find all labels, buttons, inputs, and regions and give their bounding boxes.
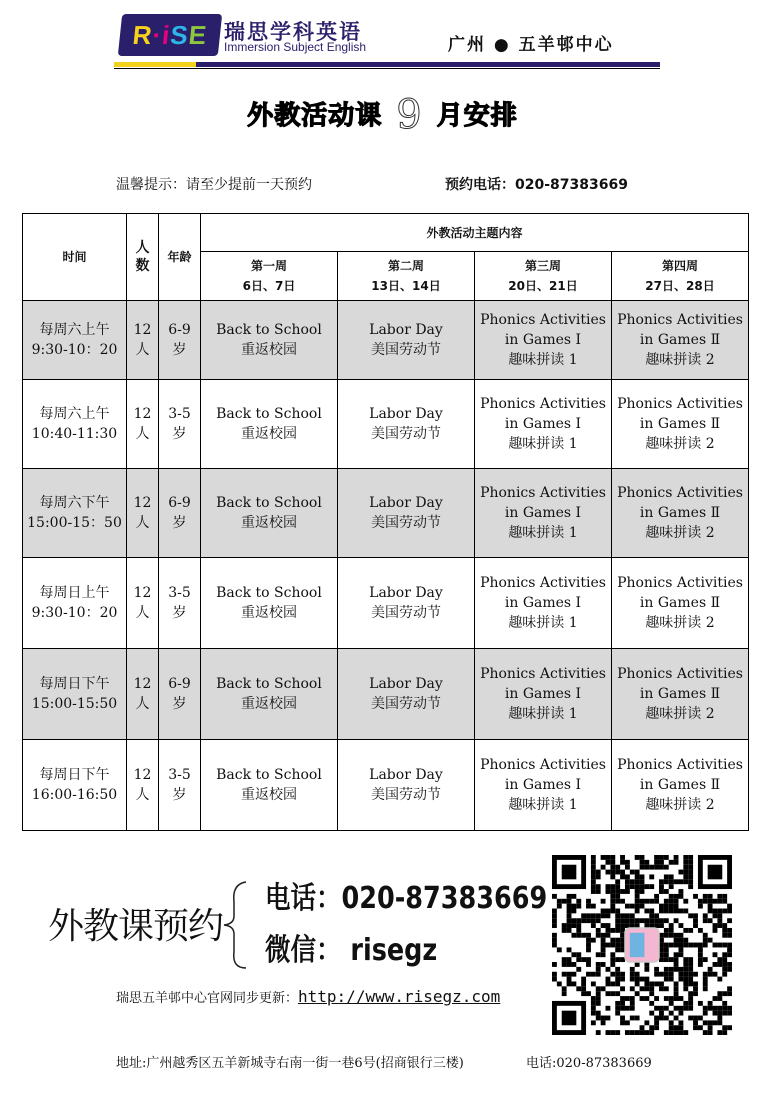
title-suffix: 月安排 (436, 101, 518, 131)
count-cell: 12人 (127, 649, 159, 740)
topic-en: Back to School (216, 585, 322, 601)
header-bar-navy (196, 62, 660, 67)
week-dates: 27日、28日 (645, 279, 715, 293)
count-cell: 12人 (127, 380, 159, 469)
booking-heading: 外教课预约 (48, 906, 224, 947)
topic-cell (612, 301, 749, 380)
week-dates: 6日、7日 (242, 279, 296, 293)
week-header (475, 252, 612, 301)
topic-en: Labor Day (369, 676, 443, 692)
header-theme: 外教活动主题内容 (201, 214, 749, 252)
brace-icon (222, 880, 252, 970)
website-line (116, 987, 500, 1006)
brand-en: Immersion Subject English (224, 40, 367, 54)
week-header (338, 252, 475, 301)
day: 每周六上午 (39, 322, 110, 338)
topic-en: Phonics Activities (617, 666, 743, 682)
topic-cn: 重返校园 (241, 426, 297, 442)
table-row (23, 740, 749, 831)
topic-en2: in Games Ⅱ (639, 686, 721, 702)
topic-en2: in Games Ⅱ (639, 332, 721, 348)
topic-en: Back to School (216, 406, 322, 422)
topic-cn: 趣味拼读 2 (645, 436, 715, 452)
topic-en: Back to School (216, 676, 322, 692)
page-title (0, 92, 765, 138)
topic-en: Phonics Activities (480, 757, 606, 773)
address: 地址:广州越秀区五羊新城寺右南一街一巷6号(招商银行三楼) (116, 1056, 464, 1071)
day: 每周日下午 (39, 676, 110, 692)
topic-cn: 美国劳动节 (371, 605, 441, 621)
topic-en: Phonics Activities (480, 312, 606, 328)
time: 15:00-15：50 (27, 515, 122, 531)
time-cell (23, 469, 127, 558)
topic-cn: 美国劳动节 (371, 426, 441, 442)
topic-cell (201, 558, 338, 649)
topic-cn: 趣味拼读 1 (508, 436, 578, 452)
topic-cell (475, 649, 612, 740)
topic-cell (475, 469, 612, 558)
topic-en2: in Games Ⅰ (504, 505, 582, 521)
footer-wechat: 微信： risegz (265, 933, 438, 968)
topic-cn: 趣味拼读 2 (645, 525, 715, 541)
time: 9:30-10：20 (31, 342, 118, 358)
table-row (23, 380, 749, 469)
topic-en2: in Games Ⅰ (504, 777, 582, 793)
topic-cell (201, 469, 338, 558)
booking-tel: 预约电话：020-87383669 (445, 177, 628, 193)
tip: 温馨提示：请至少提前一天预约 (116, 177, 312, 193)
topic-en: Phonics Activities (617, 575, 743, 591)
topic-cell (338, 649, 475, 740)
count-cell: 12人 (127, 301, 159, 380)
time-cell (23, 558, 127, 649)
topic-cell (475, 301, 612, 380)
day: 每周六上午 (39, 406, 110, 422)
topic-cn: 重返校园 (241, 696, 297, 712)
topic-en: Labor Day (369, 495, 443, 511)
time: 9:30-10：20 (31, 605, 118, 621)
topic-en: Phonics Activities (480, 666, 606, 682)
header-time: 时间 (23, 214, 127, 301)
topic-en: Phonics Activities (480, 575, 606, 591)
title-month: 9 (396, 92, 423, 138)
topic-en: Labor Day (369, 767, 443, 783)
time: 16:00-16:50 (31, 787, 118, 803)
time-cell (23, 649, 127, 740)
table-row (23, 301, 749, 380)
topic-en: Back to School (216, 495, 322, 511)
week-name: 第二周 (387, 259, 424, 273)
topic-en: Phonics Activities (617, 312, 743, 328)
header-divider (114, 68, 660, 69)
topic-cell (338, 380, 475, 469)
day: 每周日下午 (39, 767, 110, 783)
topic-cell (475, 380, 612, 469)
age-cell: 3-5岁 (159, 740, 201, 831)
brand-cn: 瑞思学科英语 (224, 20, 362, 44)
topic-en2: in Games Ⅰ (504, 416, 582, 432)
topic-en2: in Games Ⅱ (639, 777, 721, 793)
topic-cell (338, 558, 475, 649)
topic-cell (612, 649, 749, 740)
week-name: 第一周 (250, 259, 287, 273)
topic-en: Back to School (216, 322, 322, 338)
title-prefix: 外教活动课 (247, 101, 383, 131)
day: 每周日上午 (39, 585, 110, 601)
address-tel: 电话:020-87383669 (526, 1056, 652, 1071)
topic-cn: 趣味拼读 2 (645, 615, 715, 631)
count-cell: 12人 (127, 469, 159, 558)
day: 每周六下午 (39, 495, 110, 511)
center-name: 广州 ● 五羊邨中心 (448, 35, 614, 55)
topic-cn: 趣味拼读 1 (508, 352, 578, 368)
week-dates: 13日、14日 (371, 279, 441, 293)
topic-en: Labor Day (369, 585, 443, 601)
count-cell: 12人 (127, 740, 159, 831)
time-cell (23, 380, 127, 469)
topic-cn: 趣味拼读 1 (508, 797, 578, 813)
topic-en2: in Games Ⅰ (504, 332, 582, 348)
header-count: 人数 (127, 214, 159, 301)
topic-cn: 趣味拼读 2 (645, 352, 715, 368)
topic-en: Phonics Activities (617, 396, 743, 412)
topic-cell (338, 740, 475, 831)
wechat-qr-code (552, 855, 732, 1035)
topic-cn: 美国劳动节 (371, 696, 441, 712)
header-bar-yellow (114, 62, 196, 67)
website-link[interactable]: http://www.risegz.com (298, 987, 501, 1006)
topic-en: Phonics Activities (617, 485, 743, 501)
age-cell: 3-5岁 (159, 558, 201, 649)
topic-cell (612, 558, 749, 649)
time-cell (23, 301, 127, 380)
table-row (23, 649, 749, 740)
schedule-table (22, 213, 749, 831)
topic-cell (612, 740, 749, 831)
topic-cell (201, 649, 338, 740)
topic-cn: 重返校园 (241, 605, 297, 621)
topic-cn: 美国劳动节 (371, 515, 441, 531)
time: 10:40-11:30 (31, 426, 118, 442)
table-row (23, 469, 749, 558)
time-cell (23, 740, 127, 831)
topic-cell (612, 469, 749, 558)
header-age: 年龄 (159, 214, 201, 301)
topic-cell (475, 558, 612, 649)
topic-en: Phonics Activities (617, 757, 743, 773)
topic-cell (338, 301, 475, 380)
topic-en2: in Games Ⅰ (504, 595, 582, 611)
topic-cn: 美国劳动节 (371, 342, 441, 358)
topic-cn: 趣味拼读 2 (645, 706, 715, 722)
topic-en2: in Games Ⅰ (504, 686, 582, 702)
week-header (201, 252, 338, 301)
topic-cn: 重返校园 (241, 342, 297, 358)
table-row (23, 558, 749, 649)
topic-en: Phonics Activities (480, 396, 606, 412)
topic-en2: in Games Ⅱ (639, 416, 721, 432)
week-header (612, 252, 749, 301)
topic-en2: in Games Ⅱ (639, 505, 721, 521)
topic-cn: 美国劳动节 (371, 787, 441, 803)
topic-cn: 趣味拼读 1 (508, 615, 578, 631)
topic-cn: 趣味拼读 1 (508, 706, 578, 722)
week-dates: 20日、21日 (508, 279, 578, 293)
rise-logo: R ·i S E (118, 14, 222, 56)
topic-en: Labor Day (369, 322, 443, 338)
count-cell: 12人 (127, 558, 159, 649)
age-cell: 3-5岁 (159, 380, 201, 469)
topic-en: Labor Day (369, 406, 443, 422)
topic-cell (201, 740, 338, 831)
topic-cn: 重返校园 (241, 787, 297, 803)
age-cell: 6-9岁 (159, 301, 201, 380)
age-cell: 6-9岁 (159, 469, 201, 558)
topic-cn: 重返校园 (241, 515, 297, 531)
website-label: 瑞思五羊邨中心官网同步更新： (116, 991, 299, 1006)
topic-cn: 趣味拼读 2 (645, 797, 715, 813)
topic-en: Back to School (216, 767, 322, 783)
topic-cell (338, 469, 475, 558)
week-name: 第三周 (524, 259, 561, 273)
topic-cell (201, 301, 338, 380)
topic-cn: 趣味拼读 1 (508, 525, 578, 541)
topic-en: Phonics Activities (480, 485, 606, 501)
week-name: 第四周 (661, 259, 698, 273)
footer-phone: 电话：020-87383669 (265, 881, 548, 916)
topic-cell (475, 740, 612, 831)
topic-cell (612, 380, 749, 469)
time: 15:00-15:50 (31, 696, 118, 712)
topic-cell (201, 380, 338, 469)
topic-en2: in Games Ⅱ (639, 595, 721, 611)
age-cell: 6-9岁 (159, 649, 201, 740)
